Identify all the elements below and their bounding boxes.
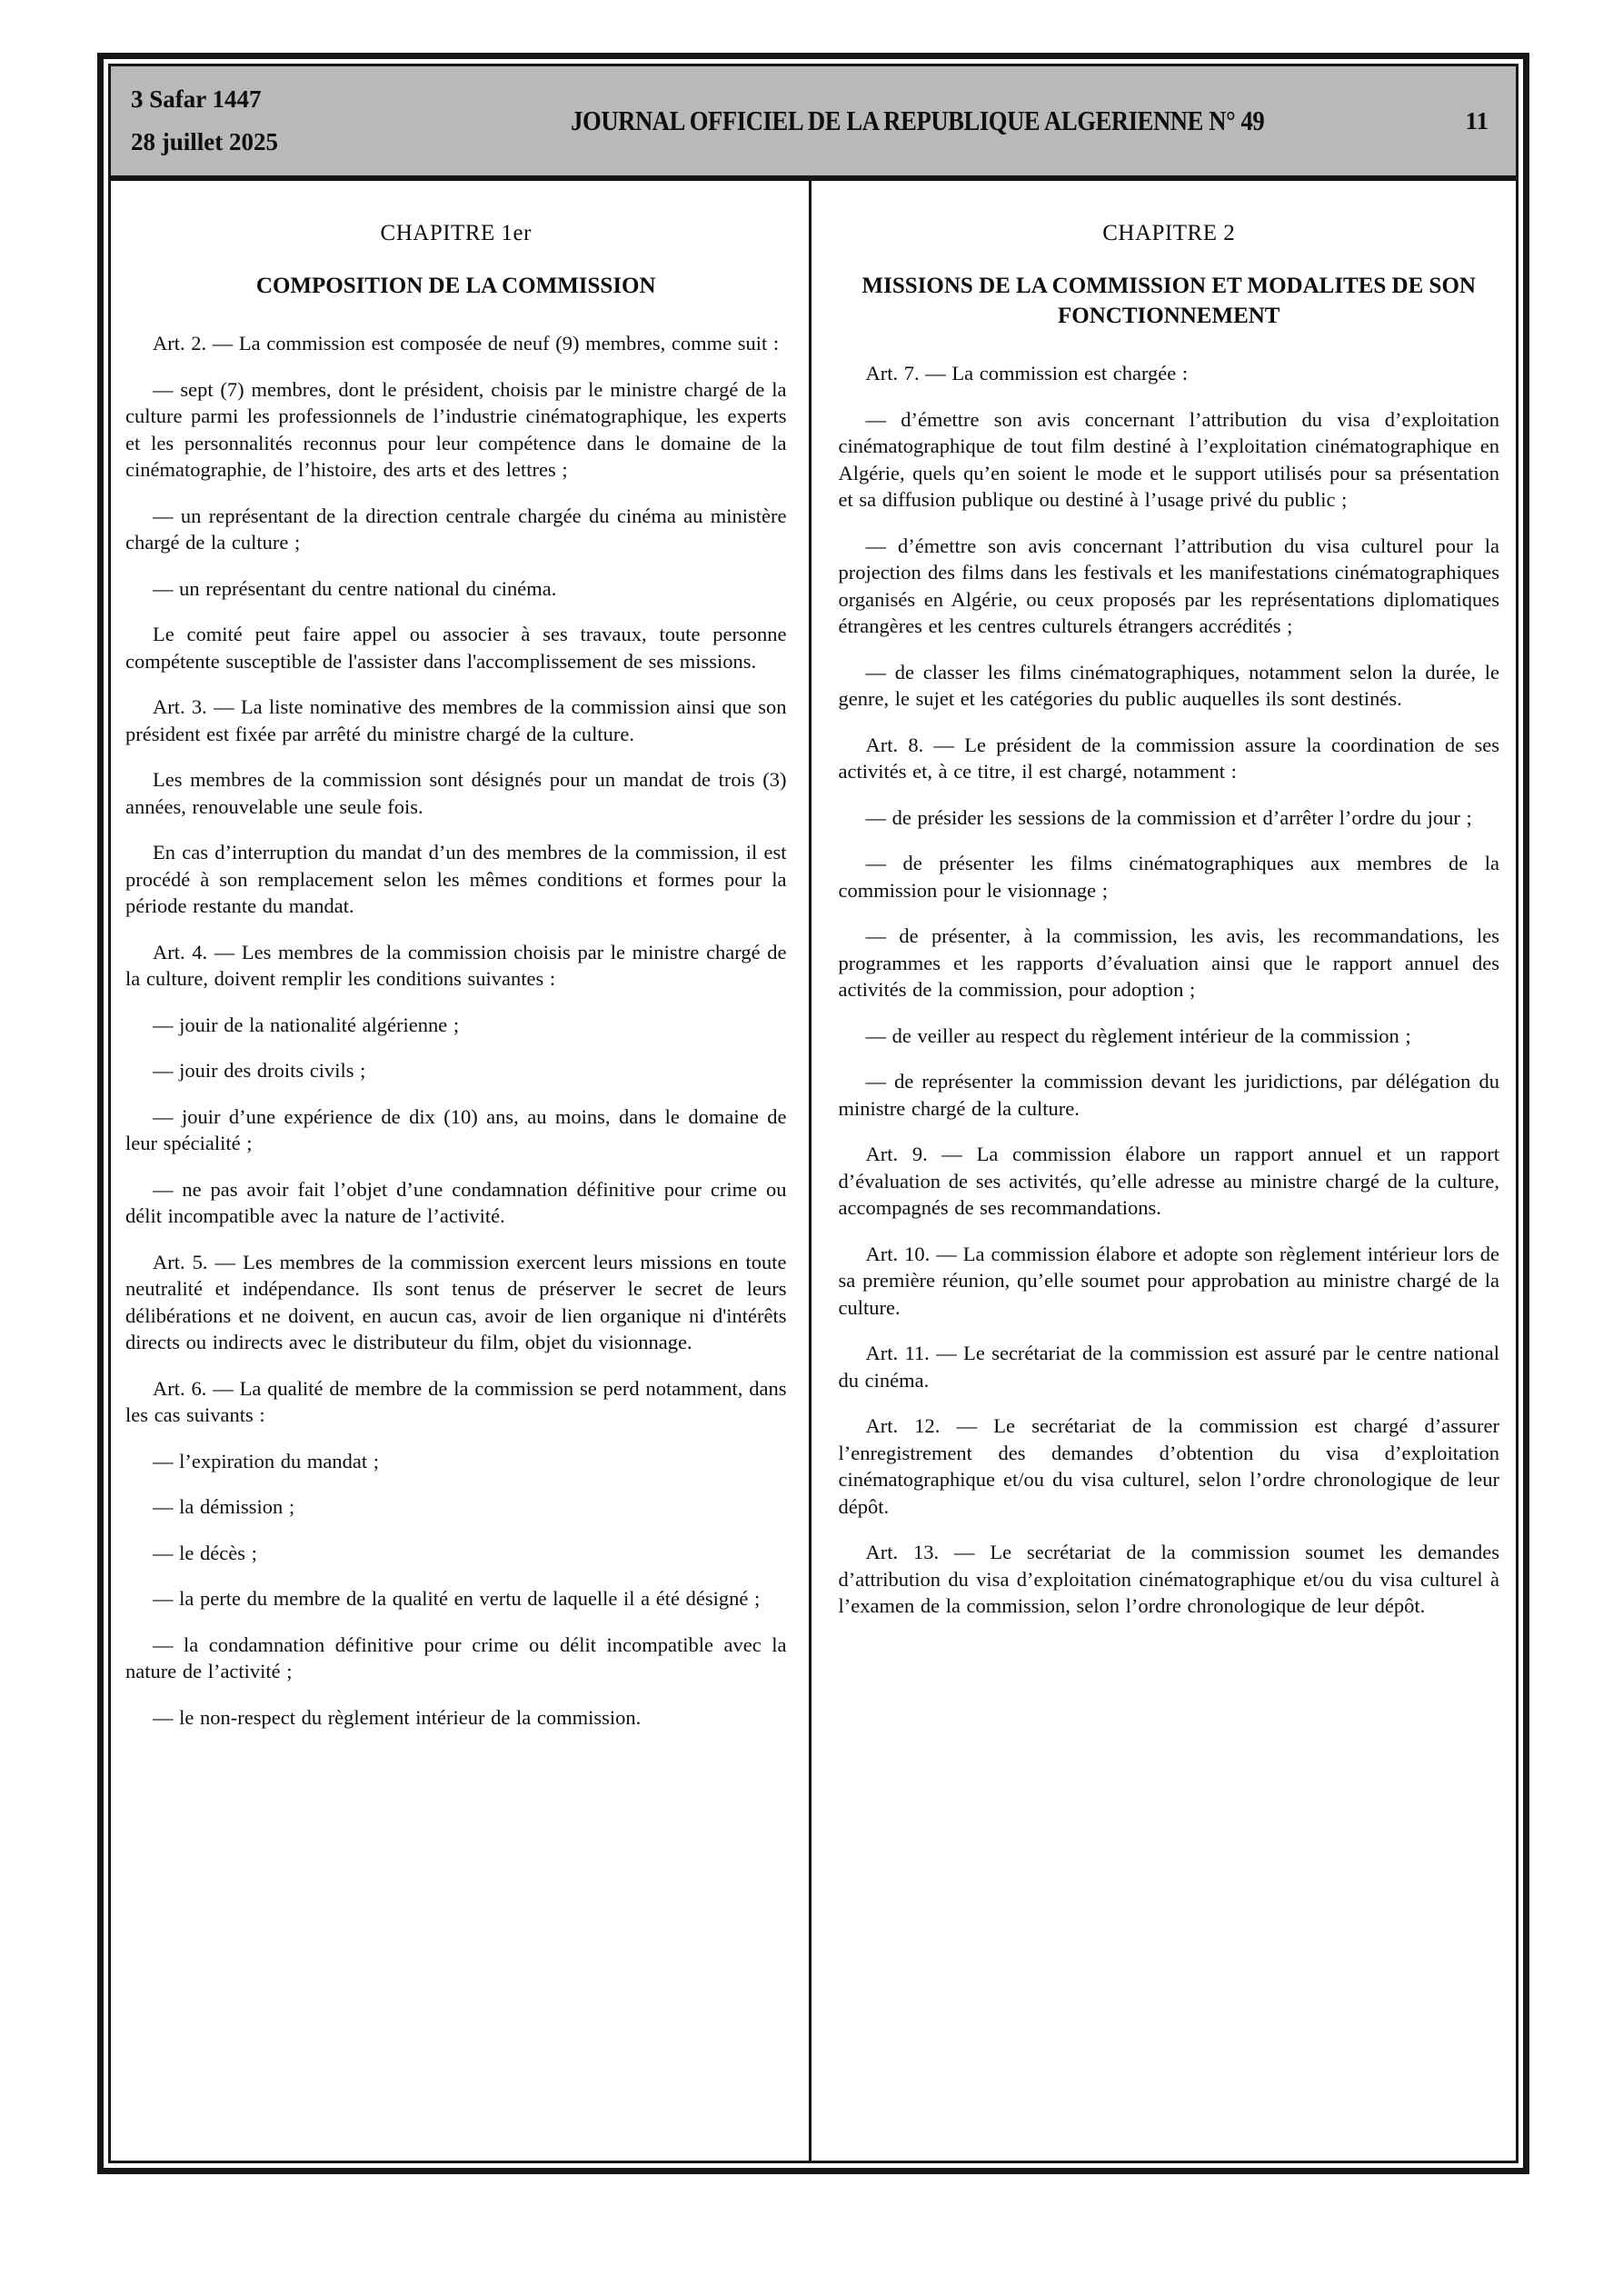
paragraph: — d’émettre son avis concernant l’attribution du visa culturel pour la projection des films dans les festivals et les manifestations cinématographiques organisés en Algérie, ou ceux proposés par les représentations diplomatiques étrangères et les centres culturels étrangers accrédités ; (838, 534, 1499, 637)
paragraph: En cas d’interruption du mandat d’un des membres de la commission, il est procédé à son remplacement selon les mêmes conditions et formes pour la période restante du mandat. (125, 841, 787, 917)
paragraph: — de présenter, à la commission, les avis, les recommandations, les programmes et les rapports d’évaluation ainsi que le rapport annuel des activités de la commission, pour adoption ; (838, 924, 1499, 1001)
paragraph: — la perte du membre de la qualité en vertu de laquelle il a été désigné ; (153, 1587, 761, 1610)
paragraph: — jouir des droits civils ; (153, 1059, 366, 1082)
page-frame (97, 53, 1529, 2174)
right-column-paragraphs (839, 360, 1500, 1620)
paragraph: Art. 5. — Les membres de la commission exercent leurs missions en toute neutralité et indépendance. Ils sont tenus de préserver le secret de leurs délibérations et ne doivent, en aucun cas, avoir de lien organique ni d'intérêts directs ou indirects avec le distributeur du film, objet du visionnage. (125, 1250, 787, 1353)
paragraph: Le comité peut faire appel ou associer à ses travaux, toute personne compétente susceptible de l'assister dans l'accomplissement de ses missions. (125, 623, 787, 673)
paragraph: — un représentant de la direction centrale chargée du cinéma au ministère chargé de la culture ; (125, 504, 787, 554)
paragraph: Art. 8. — Le président de la commission assure la coordination de ses activités et, à ce titre, il est chargé, notamment : (838, 733, 1499, 783)
paragraph: — ne pas avoir fait l’objet d’une condamnation définitive pour crime ou délit incompatible avec la nature de l’activité. (125, 1177, 787, 1227)
header-dates (111, 78, 420, 164)
left-column (111, 181, 809, 2161)
paragraph: — l’expiration du mandat ; (153, 1449, 379, 1472)
paragraph: — le décès ; (153, 1541, 257, 1564)
header-date-hijri: 3 Safar 1447 (131, 85, 262, 113)
chapter-1-label: CHAPITRE 1er (380, 221, 532, 245)
paragraph: — de classer les films cinématographiques, notamment selon la durée, le genre, le sujet et les catégories du public auquelles ils sont destinés. (838, 660, 1499, 710)
page-inner-frame (108, 64, 1518, 2163)
paragraph: Art. 12. — Le secrétariat de la commission est chargé d’assurer l’enregistrement des demandes d’obtention du visa d’exploitation cinématographique et/ou du visa culturel, selon l’ordre chronologique de leur dépôt. (838, 1414, 1499, 1518)
paragraph: Art. 11. — Le secrétariat de la commission est assuré par le centre national du cinéma. (838, 1342, 1499, 1392)
paragraph: — la démission ; (153, 1495, 295, 1518)
chapter-1-title: COMPOSITION DE LA COMMISSION (255, 274, 656, 298)
journal-title-wrap (420, 105, 1416, 137)
paragraph: Art. 6. — La qualité de membre de la commission se perd notamment, dans les cas suivants : (125, 1376, 787, 1426)
paragraph: — jouir de la nationalité algérienne ; (153, 1013, 460, 1036)
left-column-paragraphs (125, 330, 787, 1731)
page-header (111, 66, 1516, 181)
paragraph: Art. 4. — Les membres de la commission choisis par le ministre chargé de la culture, doivent remplir les conditions suivantes : (125, 940, 787, 990)
journal-title: JOURNAL OFFICIEL DE LA REPUBLIQUE ALGERIENNE N° 49 (571, 105, 1265, 136)
right-column (812, 181, 1517, 2161)
header-date-gregorian: 28 juillet 2025 (131, 128, 278, 155)
paragraph: Art. 9. — La commission élabore un rapport annuel et un rapport d’évaluation de ses activités, qu’elle adresse au ministre chargé de la culture, accompagnés de ses recommandations. (838, 1143, 1499, 1219)
paragraph: Art. 10. — La commission élabore et adopte son règlement intérieur lors de sa première réunion, qu’elle soumet pour approbation au ministre chargé de la culture. (838, 1242, 1499, 1319)
paragraph: Art. 7. — La commission est chargée : (865, 362, 1189, 384)
paragraph: Art. 13. — Le secrétariat de la commission soumet les demandes d’attribution du visa d’exploitation cinématographique et/ou du visa culturel à l’examen de la commission, selon l’ordre chronologique de leur dépôt. (838, 1541, 1499, 1617)
paragraph: — jouir d’une expérience de dix (10) ans, au moins, dans le domaine de leur spécialité ; (125, 1104, 787, 1154)
page-number: 11 (1465, 106, 1489, 135)
paragraph: — un représentant du centre national du cinéma. (153, 576, 557, 600)
paragraph: — le non-respect du règlement intérieur de la commission. (153, 1705, 642, 1729)
paragraph: — de veiller au respect du règlement intérieur de la commission ; (865, 1023, 1411, 1047)
paragraph: — d’émettre son avis concernant l’attribution du visa d’exploitation cinématographique de tout film destiné à l’exploitation cinématographique en Algérie, quels qu’en soient le mode et le support utilisés pour sa présentation et sa diffusion publique ou destiné à l’usage privé du public ; (838, 407, 1499, 511)
page-body (111, 181, 1516, 2161)
paragraph: — de présenter les films cinématographiques aux membres de la commission pour le visionnage ; (838, 852, 1499, 902)
paragraph: Les membres de la commission sont désignés pour un mandat de trois (3) années, renouvelable une seule fois. (125, 768, 787, 818)
paragraph: — de représenter la commission devant les juridictions, par délégation du ministre chargé de la culture. (838, 1070, 1499, 1120)
paragraph: — sept (7) membres, dont le président, choisis par le ministre chargé de la culture parmi les professionnels de l’industrie cinématographique, les experts et les personnalités reconnus pour leur compétence dans le domaine de la cinématographie, de l’histoire, des arts et des lettres ; (125, 377, 787, 481)
paragraph: Art. 2. — La commission est composée de neuf (9) membres, comme suit : (153, 332, 780, 354)
chapter-2-label: CHAPITRE 2 (1102, 221, 1236, 245)
paragraph: — de présider les sessions de la commission et d’arrêter l’ordre du jour ; (865, 805, 1472, 829)
paragraph: Art. 3. — La liste nominative des membres de la commission ainsi que son président est fixée par arrêté du ministre chargé de la culture. (125, 695, 787, 745)
chapter-2-title: MISSIONS DE LA COMMISSION ET MODALITES DE SON FONCTIONNEMENT (861, 274, 1476, 328)
paragraph: — la condamnation définitive pour crime ou délit incompatible avec la nature de l’activité ; (125, 1632, 787, 1682)
